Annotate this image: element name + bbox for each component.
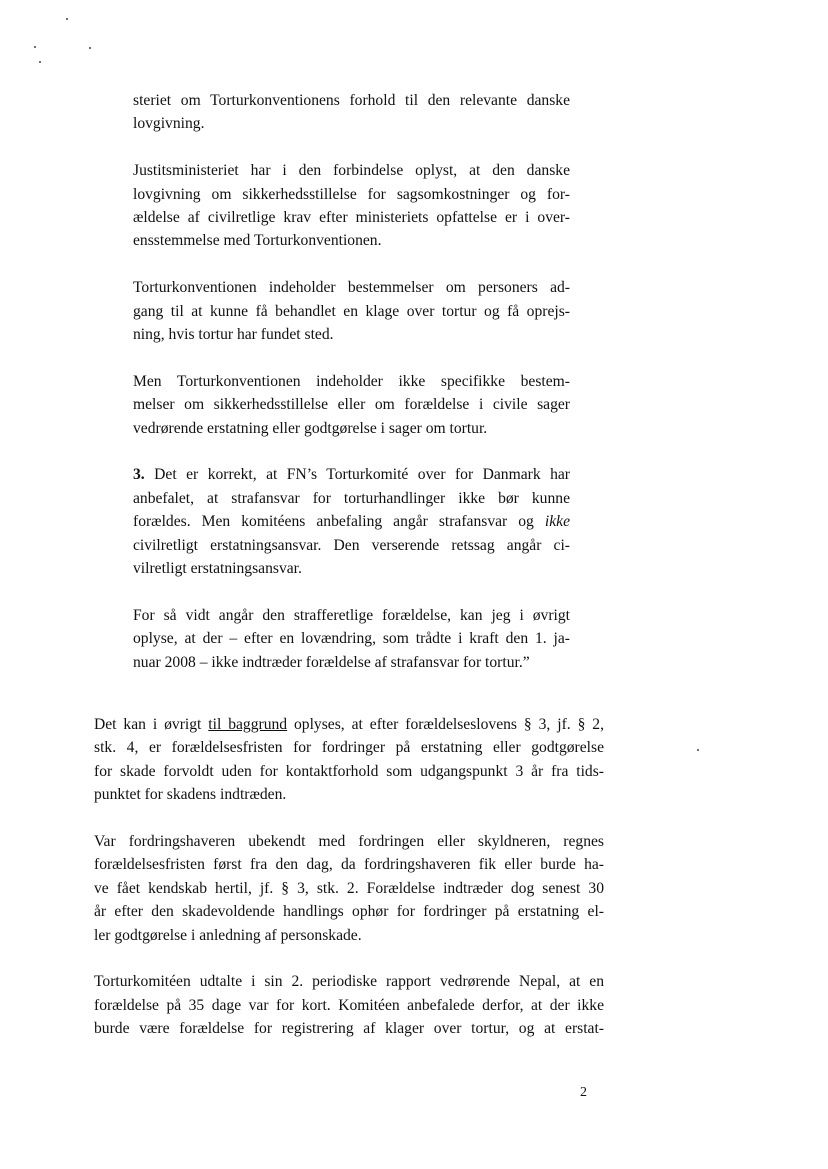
quoted-answer-block xyxy=(133,89,570,697)
text-line: Justitsministeriet har i den forbindelse oplyst, at den danske xyxy=(133,162,570,180)
quote-paragraph xyxy=(133,276,570,346)
text-run: forældes. Men komitéens anbefaling angår strafansvar og xyxy=(133,513,545,531)
emphasis-text: ikke xyxy=(544,513,570,531)
point-number: 3. xyxy=(133,466,145,484)
text-line: punktet for skadens indtræden. xyxy=(94,786,287,804)
text-line: anbefalet, at strafansvar for torturhandlinger ikke bør kunne xyxy=(133,489,570,507)
scan-speck xyxy=(39,61,41,63)
page-number: 2 xyxy=(580,1085,587,1100)
text-line: gang til at kunne få behandlet en klage over tortur og få oprejs- xyxy=(133,302,570,320)
text-line: for skade forvoldt uden for kontaktforhold som udgangspunkt 3 år fra tids- xyxy=(94,762,604,780)
text-line xyxy=(133,510,570,533)
text-line: lovgivning. xyxy=(133,115,205,133)
text-line: vedrørende erstatning eller godtgørelse i sager om tortur. xyxy=(133,419,488,437)
scan-speck xyxy=(34,46,36,48)
text-line: ve fået kendskab hertil, jf. § 3, stk. 2. Forældelse indtræder dog senest 30 xyxy=(94,879,604,897)
body-paragraph xyxy=(94,970,604,1040)
quote-paragraph xyxy=(133,604,570,674)
text-line: ler godtgørelse i anledning af personskade. xyxy=(94,926,362,944)
quote-paragraph xyxy=(133,159,570,253)
text-run: oplyses, at efter forældelseslovens § 3, jf. § 2, xyxy=(287,716,604,733)
text-line: melser om sikkerhedsstillelse eller om forældelse i civile sager xyxy=(133,396,570,414)
text-line: lovgivning om sikkerhedsstillelse for sagsomkostninger og for- xyxy=(133,185,570,203)
text-line: steriet om Torturkonventionens forhold til den relevante danske xyxy=(133,92,570,109)
text-line: burde være forældelse for registrering af klager over tortur, og at erstat- xyxy=(94,1020,604,1038)
text-line: ældelse af civilretlige krav efter ministeriets opfattelse er i over- xyxy=(133,209,570,227)
text-line: nuar 2008 – ikke indtræder forældelse af strafansvar for tortur.” xyxy=(133,653,530,671)
text-line: Var fordringshaveren ubekendt med fordringen eller skyldneren, regnes xyxy=(94,833,604,851)
text-line xyxy=(133,463,570,486)
main-text-block xyxy=(94,713,604,1064)
quote-paragraph xyxy=(133,89,570,136)
text-line: ensstemmelse med Torturkonventionen. xyxy=(133,232,382,250)
text-run: Det kan i øvrigt xyxy=(94,716,209,733)
text-line: For så vidt angår den strafferetlige forældelse, kan jeg i øvrigt xyxy=(133,606,570,624)
text-run: Det er korrekt, at FN’s Torturkomité over for Danmark har xyxy=(144,466,570,484)
text-line: Torturkomitéen udtalte i sin 2. periodiske rapport vedrørende Nepal, at en xyxy=(94,973,604,991)
text-line: oplyse, at der – efter en lovændring, som trådte i kraft den 1. ja- xyxy=(133,630,570,648)
text-line: stk. 4, er forældelsesfristen for fordringer på erstatning eller godtgørelse xyxy=(94,739,604,757)
underlined-text: til baggrund xyxy=(208,716,288,733)
text-line: civilretligt erstatningsansvar. Den verserende retssag angår ci- xyxy=(133,536,570,554)
scan-speck xyxy=(66,18,68,20)
body-paragraph xyxy=(94,830,604,947)
text-line: Torturkonventionen indeholder bestemmelser om personers ad- xyxy=(133,279,570,297)
text-line: vilretligt erstatningsansvar. xyxy=(133,560,302,578)
scan-speck xyxy=(89,47,91,49)
text-line: forældelsesfristen først fra den dag, da fordringshaveren fik eller burde ha- xyxy=(94,856,604,874)
body-paragraph xyxy=(94,713,604,807)
text-line: ning, hvis tortur har fundet sted. xyxy=(133,326,334,344)
quote-paragraph xyxy=(133,463,570,580)
text-line: år efter den skadevoldende handlings ophør for fordringer på erstatning el- xyxy=(94,903,604,921)
scan-speck xyxy=(697,749,699,751)
text-line xyxy=(94,713,604,736)
text-line: Men Torturkonventionen indeholder ikke specifikke bestem- xyxy=(133,372,570,390)
quote-paragraph xyxy=(133,370,570,440)
text-line: forældelse på 35 dage var for kort. Komitéen anbefalede derfor, at der ikke xyxy=(94,996,604,1014)
